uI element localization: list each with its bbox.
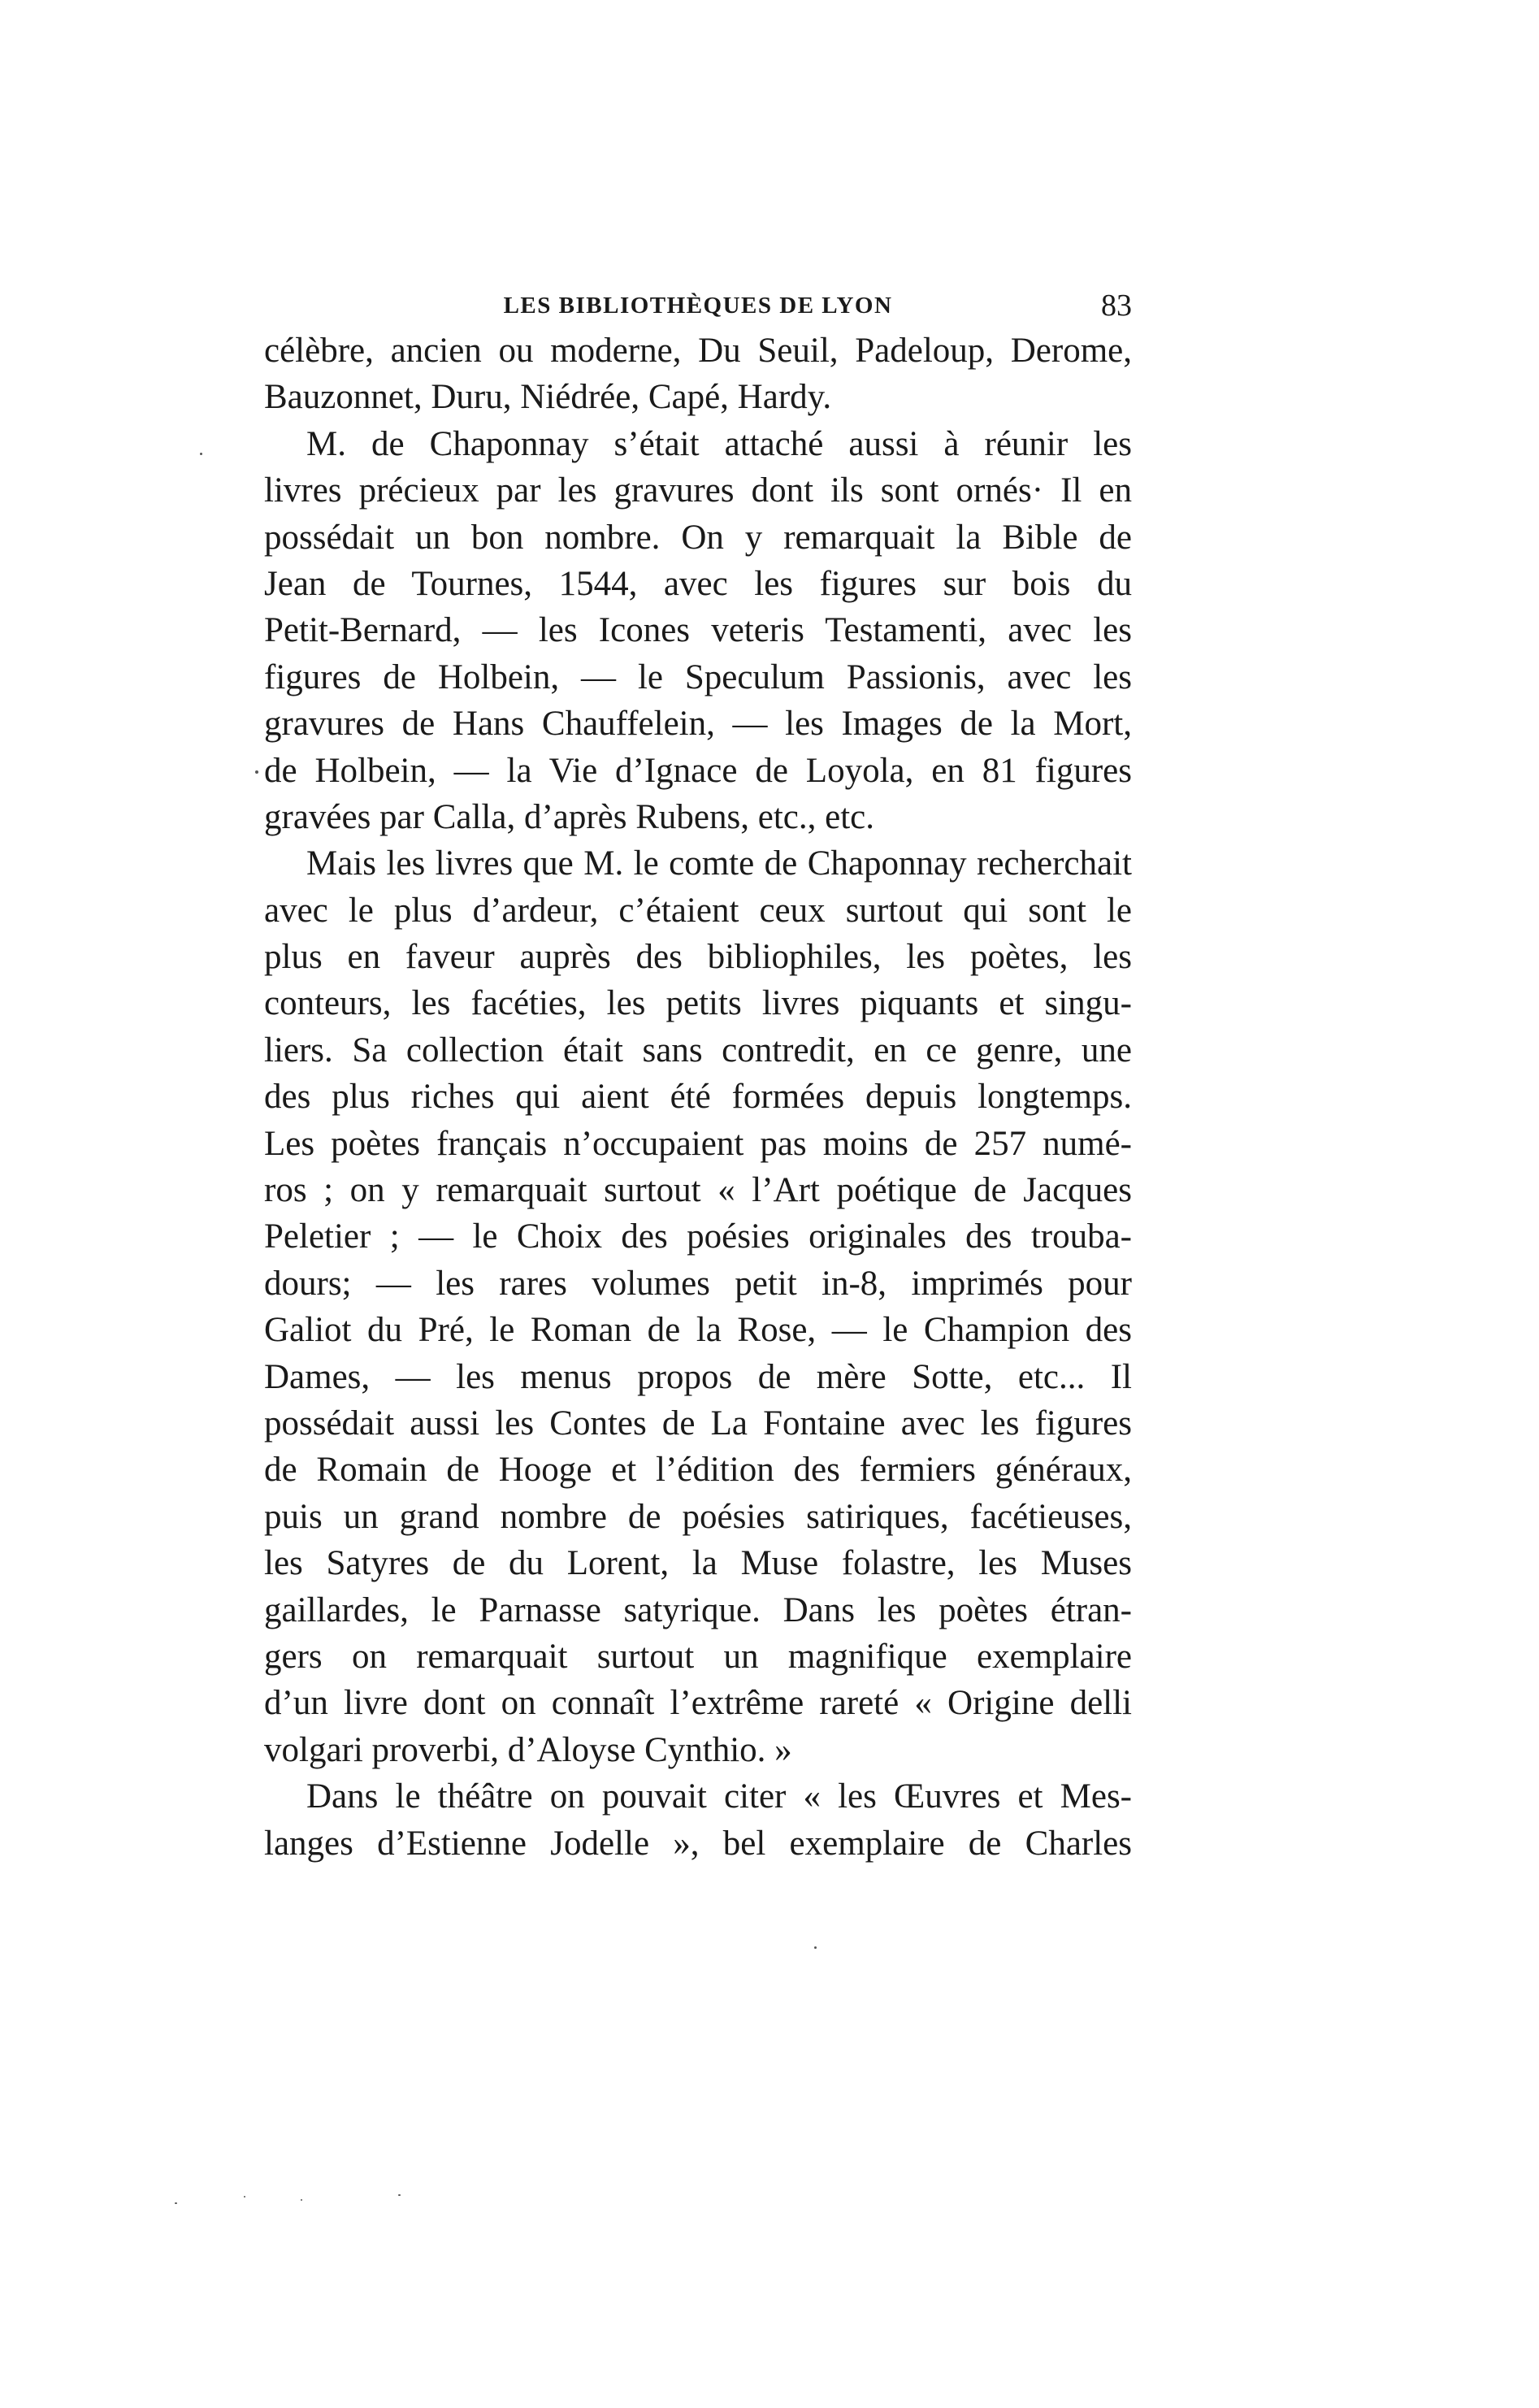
page-number: 83 — [1101, 289, 1132, 323]
text-line: gaillardes, le Parnasse satyrique. Dans les poètes étran- — [264, 1590, 1132, 1629]
text-line: des plus riches qui aient été formées depuis longtemps. — [264, 1078, 1132, 1117]
text-line: avec le plus d’ardeur, c’étaient ceux surtout qui sont le — [264, 891, 1132, 930]
text-line: de Romain de Hooge et l’édition des fermiers généraux, — [264, 1451, 1132, 1490]
text-line: Galiot du Pré, le Roman de la Rose, — le Champion des — [264, 1311, 1132, 1350]
text-line: Dames, — les menus propos de mère Sotte, etc... Il — [264, 1357, 1132, 1396]
text-line: d’un livre dont on connaît l’extrême rareté « Origine delli — [264, 1684, 1132, 1723]
text-line: M. de Chaponnay s’était attaché aussi à réunir les — [306, 424, 1132, 463]
text-line: Peletier ; — le Choix des poésies originales des trouba- — [264, 1217, 1132, 1256]
text-line: possédait aussi les Contes de La Fontaine avec les figures — [264, 1404, 1132, 1443]
text-line: figures de Holbein, — le Speculum Passionis, avec les — [264, 657, 1132, 696]
text-line: volgari proverbi, d’Aloyse Cynthio. » — [264, 1730, 792, 1769]
text-line: liers. Sa collection était sans contredit, en ce genre, une — [264, 1030, 1132, 1069]
text-line: puis un grand nombre de poésies satiriques, facétieuses, — [264, 1497, 1132, 1536]
running-head — [264, 286, 1132, 325]
text-line: gers on remarquait surtout un magnifique exemplaire — [264, 1637, 1132, 1676]
text-line: Mais les livres que M. le comte de Chaponnay recherchait — [306, 844, 1132, 883]
text-line: plus en faveur auprès des bibliophiles, les poètes, les — [264, 938, 1132, 977]
text-line: Bauzonnet, Duru, Niédrée, Capé, Hardy. — [264, 378, 832, 417]
scan-speck — [175, 2202, 177, 2204]
text-line: ros ; on y remarquait surtout « l’Art poétique de Jacques — [264, 1171, 1132, 1210]
scan-speck — [244, 2196, 245, 2198]
text-line: Les poètes français n’occupaient pas moins de 257 numé- — [264, 1124, 1132, 1163]
text-line: conteurs, les facéties, les petits livres piquants et singu- — [264, 984, 1132, 1023]
text-line: dours; — les rares volumes petit in-8, imprimés pour — [264, 1264, 1132, 1303]
text-line: livres précieux par les gravures dont ils sont ornés· Il en — [264, 471, 1132, 510]
scan-speck — [814, 1946, 817, 1949]
scan-speck — [200, 453, 202, 455]
text-line: possédait un bon nombre. On y remarquait la Bible de — [264, 518, 1132, 557]
text-line: Dans le théâtre on pouvait citer « les Œuvres et Mes- — [306, 1777, 1132, 1816]
text-line: gravées par Calla, d’après Rubens, etc., etc. — [264, 797, 874, 836]
scan-speck — [398, 2194, 401, 2196]
text-line: de Holbein, — la Vie d’Ignace de Loyola, en 81 figures — [264, 751, 1132, 790]
running-title: LES BIBLIOTHÈQUES DE LYON — [503, 293, 893, 319]
text-line: langes d’Estienne Jodelle », bel exemplaire de Charles — [264, 1824, 1132, 1863]
text-line: gravures de Hans Chauffelein, — les Images de la Mort, — [264, 705, 1132, 744]
text-line: célèbre, ancien ou moderne, Du Seuil, Padeloup, Derome, — [264, 332, 1132, 370]
text-line: Jean de Tournes, 1544, avec les figures sur bois du — [264, 564, 1132, 603]
body-text — [264, 328, 1132, 1867]
scan-speck — [301, 2199, 302, 2201]
scan-speck — [255, 770, 258, 774]
text-line: les Satyres de du Lorent, la Muse folastre, les Muses — [264, 1544, 1132, 1583]
text-line: Petit-Bernard, — les Icones veteris Testamenti, avec les — [264, 611, 1132, 650]
